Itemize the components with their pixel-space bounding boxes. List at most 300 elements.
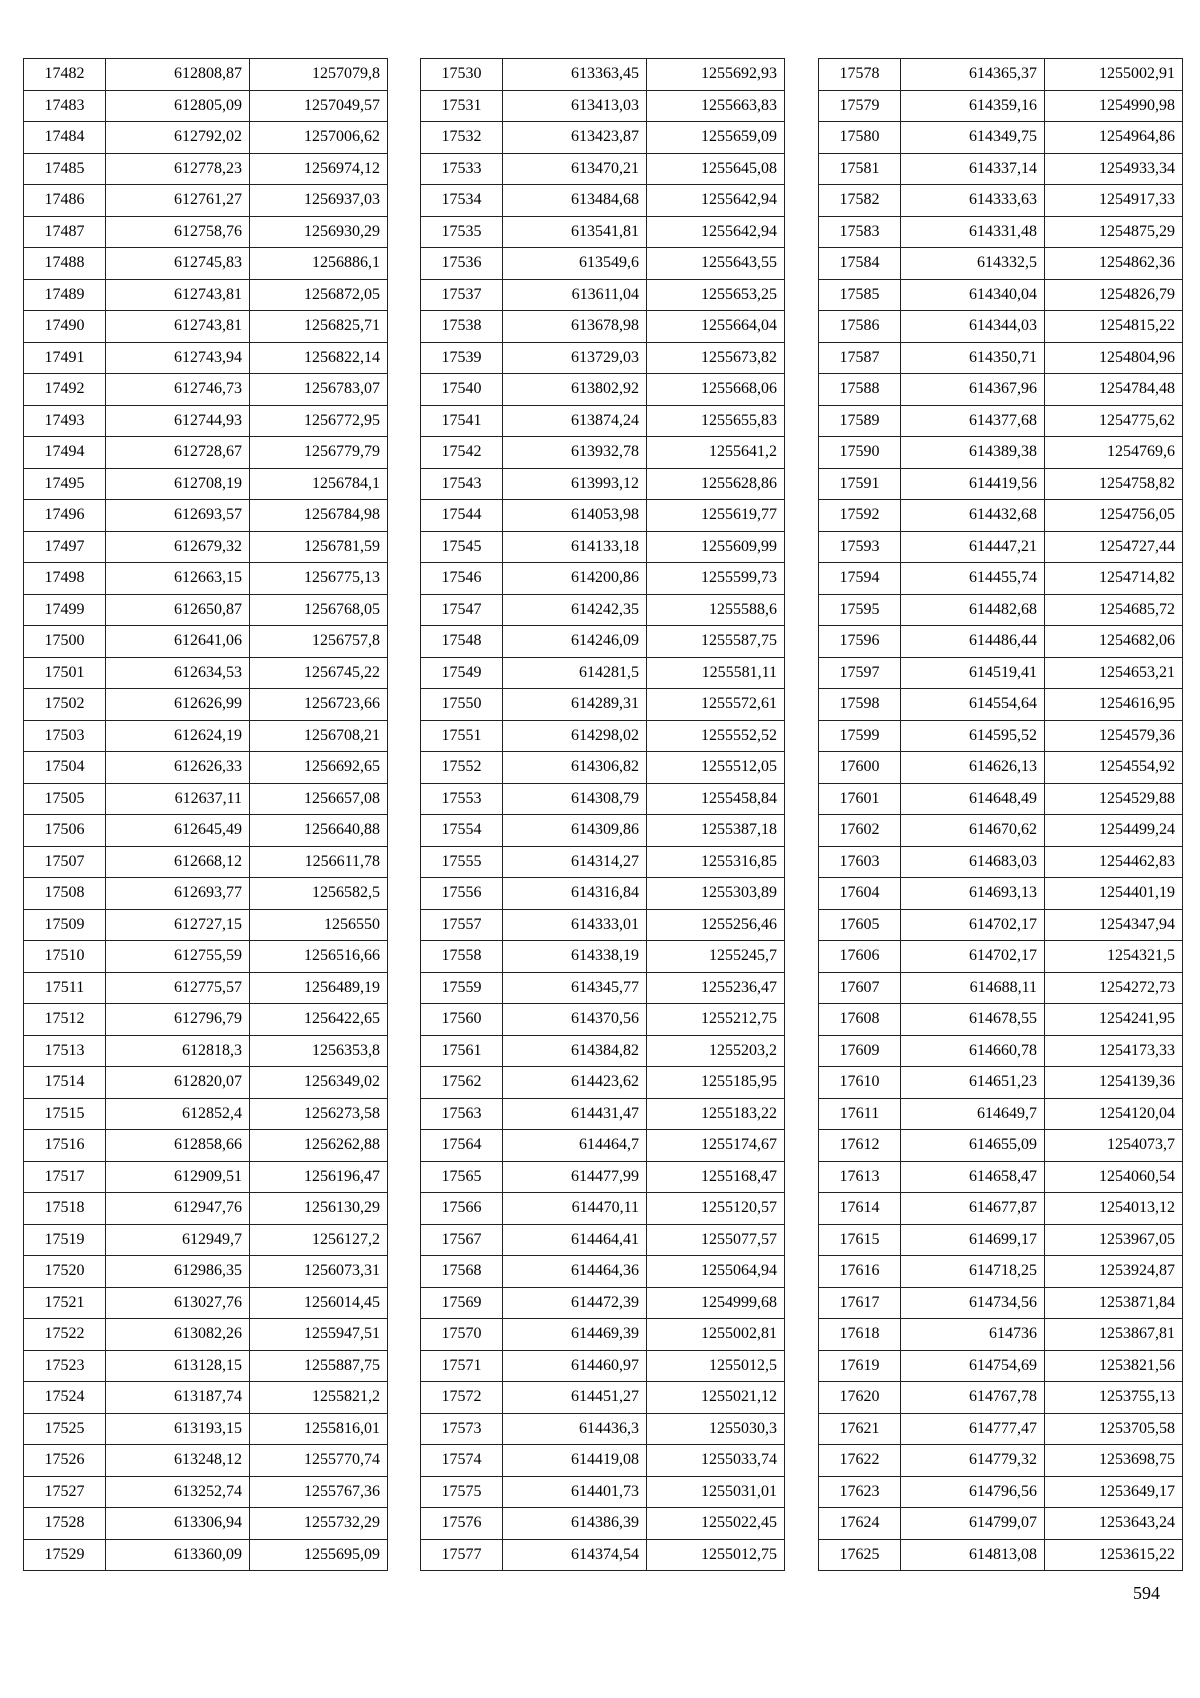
table-row bbox=[24, 783, 388, 815]
table-row bbox=[421, 248, 785, 280]
x-coordinate-cell: 614338,19 bbox=[503, 941, 647, 973]
y-coordinate-cell: 1255643,55 bbox=[647, 248, 785, 280]
y-coordinate-cell: 1255655,83 bbox=[647, 405, 785, 437]
table-row bbox=[421, 1224, 785, 1256]
x-coordinate-cell: 614401,73 bbox=[503, 1476, 647, 1508]
table-row bbox=[819, 878, 1183, 910]
table-row bbox=[24, 878, 388, 910]
table-row bbox=[421, 500, 785, 532]
y-coordinate-cell: 1254139,36 bbox=[1045, 1067, 1183, 1099]
x-coordinate-cell: 614677,87 bbox=[901, 1193, 1045, 1225]
table-row bbox=[819, 1256, 1183, 1288]
point-number-cell: 17590 bbox=[819, 437, 901, 469]
table-row bbox=[819, 846, 1183, 878]
x-coordinate-cell: 613611,04 bbox=[503, 279, 647, 311]
table-row bbox=[421, 657, 785, 689]
y-coordinate-cell: 1256745,22 bbox=[250, 657, 388, 689]
table-row bbox=[24, 594, 388, 626]
point-number-cell: 17600 bbox=[819, 752, 901, 784]
x-coordinate-cell: 614200,86 bbox=[503, 563, 647, 595]
y-coordinate-cell: 1254804,96 bbox=[1045, 342, 1183, 374]
point-number-cell: 17556 bbox=[421, 878, 503, 910]
point-number-cell: 17525 bbox=[24, 1413, 106, 1445]
point-number-cell: 17615 bbox=[819, 1224, 901, 1256]
table-row bbox=[24, 752, 388, 784]
y-coordinate-cell: 1255947,51 bbox=[250, 1319, 388, 1351]
point-number-cell: 17617 bbox=[819, 1287, 901, 1319]
x-coordinate-cell: 614683,03 bbox=[901, 846, 1045, 878]
table-row bbox=[819, 185, 1183, 217]
x-coordinate-cell: 614419,08 bbox=[503, 1445, 647, 1477]
point-number-cell: 17530 bbox=[421, 59, 503, 91]
x-coordinate-cell: 614423,62 bbox=[503, 1067, 647, 1099]
point-number-cell: 17563 bbox=[421, 1098, 503, 1130]
x-coordinate-cell: 612645,49 bbox=[106, 815, 250, 847]
y-coordinate-cell: 1257006,62 bbox=[250, 122, 388, 154]
table-row bbox=[421, 59, 785, 91]
table-row bbox=[421, 216, 785, 248]
table-row bbox=[24, 720, 388, 752]
table-row bbox=[819, 468, 1183, 500]
point-number-cell: 17580 bbox=[819, 122, 901, 154]
y-coordinate-cell: 1256784,98 bbox=[250, 500, 388, 532]
x-coordinate-cell: 614464,36 bbox=[503, 1256, 647, 1288]
y-coordinate-cell: 1256550 bbox=[250, 909, 388, 941]
x-coordinate-cell: 613363,45 bbox=[503, 59, 647, 91]
x-coordinate-cell: 614432,68 bbox=[901, 500, 1045, 532]
x-coordinate-cell: 613128,15 bbox=[106, 1350, 250, 1382]
point-number-cell: 17565 bbox=[421, 1161, 503, 1193]
y-coordinate-cell: 1255022,45 bbox=[647, 1508, 785, 1540]
x-coordinate-cell: 614331,48 bbox=[901, 216, 1045, 248]
table-row bbox=[819, 1035, 1183, 1067]
table-row bbox=[24, 153, 388, 185]
y-coordinate-cell: 1254462,83 bbox=[1045, 846, 1183, 878]
table-row bbox=[819, 248, 1183, 280]
y-coordinate-cell: 1256262,88 bbox=[250, 1130, 388, 1162]
y-coordinate-cell: 1255212,75 bbox=[647, 1004, 785, 1036]
y-coordinate-cell: 1254999,68 bbox=[647, 1287, 785, 1319]
x-coordinate-cell: 614289,31 bbox=[503, 689, 647, 721]
table-row bbox=[421, 1130, 785, 1162]
table-row bbox=[819, 1413, 1183, 1445]
point-number-cell: 17576 bbox=[421, 1508, 503, 1540]
table-row bbox=[819, 1193, 1183, 1225]
table-row bbox=[24, 1193, 388, 1225]
y-coordinate-cell: 1255887,75 bbox=[250, 1350, 388, 1382]
x-coordinate-cell: 613678,98 bbox=[503, 311, 647, 343]
x-coordinate-cell: 614242,35 bbox=[503, 594, 647, 626]
x-coordinate-cell: 612634,53 bbox=[106, 657, 250, 689]
y-coordinate-cell: 1254758,82 bbox=[1045, 468, 1183, 500]
table-row bbox=[421, 1035, 785, 1067]
y-coordinate-cell: 1255064,94 bbox=[647, 1256, 785, 1288]
table-row bbox=[24, 185, 388, 217]
x-coordinate-cell: 612743,94 bbox=[106, 342, 250, 374]
point-number-cell: 17519 bbox=[24, 1224, 106, 1256]
table-row bbox=[24, 1004, 388, 1036]
point-number-cell: 17566 bbox=[421, 1193, 503, 1225]
point-number-cell: 17532 bbox=[421, 122, 503, 154]
x-coordinate-cell: 614389,38 bbox=[901, 437, 1045, 469]
point-number-cell: 17524 bbox=[24, 1382, 106, 1414]
x-coordinate-cell: 612679,32 bbox=[106, 531, 250, 563]
x-coordinate-cell: 614306,82 bbox=[503, 752, 647, 784]
table-row bbox=[24, 563, 388, 595]
table-row bbox=[819, 342, 1183, 374]
point-number-cell: 17551 bbox=[421, 720, 503, 752]
x-coordinate-cell: 613248,12 bbox=[106, 1445, 250, 1477]
x-coordinate-cell: 614649,7 bbox=[901, 1098, 1045, 1130]
x-coordinate-cell: 612949,7 bbox=[106, 1224, 250, 1256]
y-coordinate-cell: 1254769,6 bbox=[1045, 437, 1183, 469]
point-number-cell: 17505 bbox=[24, 783, 106, 815]
point-number-cell: 17585 bbox=[819, 279, 901, 311]
point-number-cell: 17510 bbox=[24, 941, 106, 973]
table-row bbox=[819, 59, 1183, 91]
table-row bbox=[24, 1382, 388, 1414]
table-row bbox=[421, 122, 785, 154]
x-coordinate-cell: 612650,87 bbox=[106, 594, 250, 626]
y-coordinate-cell: 1254529,88 bbox=[1045, 783, 1183, 815]
table-row bbox=[421, 185, 785, 217]
y-coordinate-cell: 1256784,1 bbox=[250, 468, 388, 500]
y-coordinate-cell: 1256657,08 bbox=[250, 783, 388, 815]
point-number-cell: 17570 bbox=[421, 1319, 503, 1351]
x-coordinate-cell: 614333,01 bbox=[503, 909, 647, 941]
x-coordinate-cell: 612708,19 bbox=[106, 468, 250, 500]
x-coordinate-cell: 612796,79 bbox=[106, 1004, 250, 1036]
y-coordinate-cell: 1256489,19 bbox=[250, 972, 388, 1004]
point-number-cell: 17491 bbox=[24, 342, 106, 374]
y-coordinate-cell: 1256825,71 bbox=[250, 311, 388, 343]
y-coordinate-cell: 1254826,79 bbox=[1045, 279, 1183, 311]
point-number-cell: 17534 bbox=[421, 185, 503, 217]
point-number-cell: 17543 bbox=[421, 468, 503, 500]
x-coordinate-cell: 612727,15 bbox=[106, 909, 250, 941]
y-coordinate-cell: 1257079,8 bbox=[250, 59, 388, 91]
table-row bbox=[421, 311, 785, 343]
y-coordinate-cell: 1253643,24 bbox=[1045, 1508, 1183, 1540]
table-row bbox=[24, 1256, 388, 1288]
y-coordinate-cell: 1255021,12 bbox=[647, 1382, 785, 1414]
y-coordinate-cell: 1253698,75 bbox=[1045, 1445, 1183, 1477]
point-number-cell: 17599 bbox=[819, 720, 901, 752]
point-number-cell: 17557 bbox=[421, 909, 503, 941]
y-coordinate-cell: 1254775,62 bbox=[1045, 405, 1183, 437]
point-number-cell: 17622 bbox=[819, 1445, 901, 1477]
point-number-cell: 17529 bbox=[24, 1539, 106, 1571]
x-coordinate-cell: 613306,94 bbox=[106, 1508, 250, 1540]
table-row bbox=[421, 342, 785, 374]
x-coordinate-cell: 614472,39 bbox=[503, 1287, 647, 1319]
x-coordinate-cell: 614133,18 bbox=[503, 531, 647, 563]
y-coordinate-cell: 1254241,95 bbox=[1045, 1004, 1183, 1036]
table-row bbox=[24, 657, 388, 689]
y-coordinate-cell: 1254685,72 bbox=[1045, 594, 1183, 626]
table-row bbox=[421, 1539, 785, 1571]
point-number-cell: 17604 bbox=[819, 878, 901, 910]
y-coordinate-cell: 1253867,81 bbox=[1045, 1319, 1183, 1351]
x-coordinate-cell: 612858,66 bbox=[106, 1130, 250, 1162]
point-number-cell: 17612 bbox=[819, 1130, 901, 1162]
table-row bbox=[819, 1287, 1183, 1319]
x-coordinate-cell: 613729,03 bbox=[503, 342, 647, 374]
x-coordinate-cell: 613423,87 bbox=[503, 122, 647, 154]
y-coordinate-cell: 1255664,04 bbox=[647, 311, 785, 343]
point-number-cell: 17595 bbox=[819, 594, 901, 626]
y-coordinate-cell: 1254554,92 bbox=[1045, 752, 1183, 784]
x-coordinate-cell: 614460,97 bbox=[503, 1350, 647, 1382]
table-row bbox=[819, 563, 1183, 595]
x-coordinate-cell: 614702,17 bbox=[901, 909, 1045, 941]
table-row bbox=[24, 342, 388, 374]
y-coordinate-cell: 1253755,13 bbox=[1045, 1382, 1183, 1414]
x-coordinate-cell: 612852,4 bbox=[106, 1098, 250, 1130]
table-row bbox=[819, 1067, 1183, 1099]
y-coordinate-cell: 1255030,3 bbox=[647, 1413, 785, 1445]
table-row bbox=[421, 1382, 785, 1414]
y-coordinate-cell: 1254073,7 bbox=[1045, 1130, 1183, 1162]
table-row bbox=[24, 90, 388, 122]
y-coordinate-cell: 1255458,84 bbox=[647, 783, 785, 815]
table-row bbox=[819, 783, 1183, 815]
table-row bbox=[819, 657, 1183, 689]
y-coordinate-cell: 1255077,57 bbox=[647, 1224, 785, 1256]
x-coordinate-cell: 614451,27 bbox=[503, 1382, 647, 1414]
x-coordinate-cell: 614309,86 bbox=[503, 815, 647, 847]
point-number-cell: 17621 bbox=[819, 1413, 901, 1445]
point-number-cell: 17596 bbox=[819, 626, 901, 658]
y-coordinate-cell: 1255599,73 bbox=[647, 563, 785, 595]
x-coordinate-cell: 612792,02 bbox=[106, 122, 250, 154]
point-number-cell: 17602 bbox=[819, 815, 901, 847]
x-coordinate-cell: 614298,02 bbox=[503, 720, 647, 752]
y-coordinate-cell: 1256611,78 bbox=[250, 846, 388, 878]
point-number-cell: 17579 bbox=[819, 90, 901, 122]
x-coordinate-cell: 614777,47 bbox=[901, 1413, 1045, 1445]
point-number-cell: 17507 bbox=[24, 846, 106, 878]
point-number-cell: 17511 bbox=[24, 972, 106, 1004]
x-coordinate-cell: 614053,98 bbox=[503, 500, 647, 532]
table-row bbox=[819, 153, 1183, 185]
x-coordinate-cell: 614779,32 bbox=[901, 1445, 1045, 1477]
table-row bbox=[819, 279, 1183, 311]
table-row bbox=[421, 626, 785, 658]
y-coordinate-cell: 1254815,22 bbox=[1045, 311, 1183, 343]
y-coordinate-cell: 1255673,82 bbox=[647, 342, 785, 374]
x-coordinate-cell: 614660,78 bbox=[901, 1035, 1045, 1067]
table-row bbox=[819, 437, 1183, 469]
table-row bbox=[421, 279, 785, 311]
point-number-cell: 17561 bbox=[421, 1035, 503, 1067]
point-number-cell: 17614 bbox=[819, 1193, 901, 1225]
point-number-cell: 17499 bbox=[24, 594, 106, 626]
y-coordinate-cell: 1254173,33 bbox=[1045, 1035, 1183, 1067]
y-coordinate-cell: 1254499,24 bbox=[1045, 815, 1183, 847]
y-coordinate-cell: 1255245,7 bbox=[647, 941, 785, 973]
x-coordinate-cell: 613187,74 bbox=[106, 1382, 250, 1414]
x-coordinate-cell: 612755,59 bbox=[106, 941, 250, 973]
y-coordinate-cell: 1255619,77 bbox=[647, 500, 785, 532]
x-coordinate-cell: 614486,44 bbox=[901, 626, 1045, 658]
y-coordinate-cell: 1254862,36 bbox=[1045, 248, 1183, 280]
point-number-cell: 17620 bbox=[819, 1382, 901, 1414]
y-coordinate-cell: 1256783,07 bbox=[250, 374, 388, 406]
table-row bbox=[24, 941, 388, 973]
point-number-cell: 17492 bbox=[24, 374, 106, 406]
y-coordinate-cell: 1256772,95 bbox=[250, 405, 388, 437]
table-row bbox=[24, 909, 388, 941]
table-row bbox=[24, 1476, 388, 1508]
table-row bbox=[24, 846, 388, 878]
x-coordinate-cell: 614658,47 bbox=[901, 1161, 1045, 1193]
table-row bbox=[421, 941, 785, 973]
point-number-cell: 17603 bbox=[819, 846, 901, 878]
coordinate-table-2 bbox=[420, 58, 785, 1571]
point-number-cell: 17526 bbox=[24, 1445, 106, 1477]
point-number-cell: 17514 bbox=[24, 1067, 106, 1099]
point-number-cell: 17562 bbox=[421, 1067, 503, 1099]
point-number-cell: 17527 bbox=[24, 1476, 106, 1508]
x-coordinate-cell: 614554,64 bbox=[901, 689, 1045, 721]
y-coordinate-cell: 1256757,8 bbox=[250, 626, 388, 658]
x-coordinate-cell: 612668,12 bbox=[106, 846, 250, 878]
x-coordinate-cell: 613027,76 bbox=[106, 1287, 250, 1319]
table-row bbox=[819, 815, 1183, 847]
x-coordinate-cell: 614316,84 bbox=[503, 878, 647, 910]
point-number-cell: 17611 bbox=[819, 1098, 901, 1130]
table-row bbox=[819, 1445, 1183, 1477]
point-number-cell: 17598 bbox=[819, 689, 901, 721]
table-row bbox=[819, 216, 1183, 248]
point-number-cell: 17588 bbox=[819, 374, 901, 406]
y-coordinate-cell: 1254682,06 bbox=[1045, 626, 1183, 658]
x-coordinate-cell: 613470,21 bbox=[503, 153, 647, 185]
point-number-cell: 17531 bbox=[421, 90, 503, 122]
table-row bbox=[421, 594, 785, 626]
y-coordinate-cell: 1257049,57 bbox=[250, 90, 388, 122]
point-number-cell: 17541 bbox=[421, 405, 503, 437]
table-row bbox=[421, 815, 785, 847]
y-coordinate-cell: 1256014,45 bbox=[250, 1287, 388, 1319]
x-coordinate-cell: 612746,73 bbox=[106, 374, 250, 406]
x-coordinate-cell: 614367,96 bbox=[901, 374, 1045, 406]
table-row bbox=[819, 122, 1183, 154]
y-coordinate-cell: 1253649,17 bbox=[1045, 1476, 1183, 1508]
point-number-cell: 17618 bbox=[819, 1319, 901, 1351]
x-coordinate-cell: 614699,17 bbox=[901, 1224, 1045, 1256]
point-number-cell: 17608 bbox=[819, 1004, 901, 1036]
point-number-cell: 17488 bbox=[24, 248, 106, 280]
table-row bbox=[819, 1382, 1183, 1414]
y-coordinate-cell: 1255002,81 bbox=[647, 1319, 785, 1351]
table-row bbox=[819, 626, 1183, 658]
point-number-cell: 17625 bbox=[819, 1539, 901, 1571]
table-row bbox=[421, 1161, 785, 1193]
y-coordinate-cell: 1256886,1 bbox=[250, 248, 388, 280]
y-coordinate-cell: 1255552,52 bbox=[647, 720, 785, 752]
table-row bbox=[819, 1224, 1183, 1256]
point-number-cell: 17624 bbox=[819, 1508, 901, 1540]
table-row bbox=[24, 689, 388, 721]
x-coordinate-cell: 614648,49 bbox=[901, 783, 1045, 815]
y-coordinate-cell: 1253924,87 bbox=[1045, 1256, 1183, 1288]
point-number-cell: 17609 bbox=[819, 1035, 901, 1067]
x-coordinate-cell: 612743,81 bbox=[106, 311, 250, 343]
point-number-cell: 17500 bbox=[24, 626, 106, 658]
x-coordinate-cell: 614702,17 bbox=[901, 941, 1045, 973]
table-row bbox=[819, 1319, 1183, 1351]
y-coordinate-cell: 1254120,04 bbox=[1045, 1098, 1183, 1130]
y-coordinate-cell: 1255659,09 bbox=[647, 122, 785, 154]
x-coordinate-cell: 614464,7 bbox=[503, 1130, 647, 1162]
point-number-cell: 17584 bbox=[819, 248, 901, 280]
point-number-cell: 17586 bbox=[819, 311, 901, 343]
x-coordinate-cell: 612745,83 bbox=[106, 248, 250, 280]
point-number-cell: 17592 bbox=[819, 500, 901, 532]
x-coordinate-cell: 614651,23 bbox=[901, 1067, 1045, 1099]
x-coordinate-cell: 612693,77 bbox=[106, 878, 250, 910]
x-coordinate-cell: 614799,07 bbox=[901, 1508, 1045, 1540]
x-coordinate-cell: 614419,56 bbox=[901, 468, 1045, 500]
point-number-cell: 17484 bbox=[24, 122, 106, 154]
y-coordinate-cell: 1256974,12 bbox=[250, 153, 388, 185]
x-coordinate-cell: 613082,26 bbox=[106, 1319, 250, 1351]
table-row bbox=[24, 626, 388, 658]
point-number-cell: 17581 bbox=[819, 153, 901, 185]
point-number-cell: 17513 bbox=[24, 1035, 106, 1067]
table-row bbox=[421, 405, 785, 437]
x-coordinate-cell: 613802,92 bbox=[503, 374, 647, 406]
table-row bbox=[24, 1413, 388, 1445]
y-coordinate-cell: 1255695,09 bbox=[250, 1539, 388, 1571]
y-coordinate-cell: 1256353,8 bbox=[250, 1035, 388, 1067]
point-number-cell: 17516 bbox=[24, 1130, 106, 1162]
x-coordinate-cell: 613874,24 bbox=[503, 405, 647, 437]
table-row bbox=[24, 122, 388, 154]
y-coordinate-cell: 1255120,57 bbox=[647, 1193, 785, 1225]
x-coordinate-cell: 614813,08 bbox=[901, 1539, 1045, 1571]
table-row bbox=[819, 941, 1183, 973]
x-coordinate-cell: 612820,07 bbox=[106, 1067, 250, 1099]
x-coordinate-cell: 614333,63 bbox=[901, 185, 1045, 217]
table-row bbox=[819, 1508, 1183, 1540]
x-coordinate-cell: 614365,37 bbox=[901, 59, 1045, 91]
point-number-cell: 17498 bbox=[24, 563, 106, 595]
y-coordinate-cell: 1255642,94 bbox=[647, 216, 785, 248]
point-number-cell: 17619 bbox=[819, 1350, 901, 1382]
y-coordinate-cell: 1256723,66 bbox=[250, 689, 388, 721]
point-number-cell: 17597 bbox=[819, 657, 901, 689]
point-number-cell: 17518 bbox=[24, 1193, 106, 1225]
y-coordinate-cell: 1255587,75 bbox=[647, 626, 785, 658]
x-coordinate-cell: 614626,13 bbox=[901, 752, 1045, 784]
table-row bbox=[24, 972, 388, 1004]
y-coordinate-cell: 1255012,5 bbox=[647, 1350, 785, 1382]
table-row bbox=[421, 689, 785, 721]
y-coordinate-cell: 1254060,54 bbox=[1045, 1161, 1183, 1193]
table-row bbox=[24, 468, 388, 500]
y-coordinate-cell: 1254933,34 bbox=[1045, 153, 1183, 185]
table-row bbox=[421, 1476, 785, 1508]
table-row bbox=[421, 783, 785, 815]
x-coordinate-cell: 614370,56 bbox=[503, 1004, 647, 1036]
y-coordinate-cell: 1254347,94 bbox=[1045, 909, 1183, 941]
y-coordinate-cell: 1256130,29 bbox=[250, 1193, 388, 1225]
point-number-cell: 17594 bbox=[819, 563, 901, 595]
table-row bbox=[819, 689, 1183, 721]
